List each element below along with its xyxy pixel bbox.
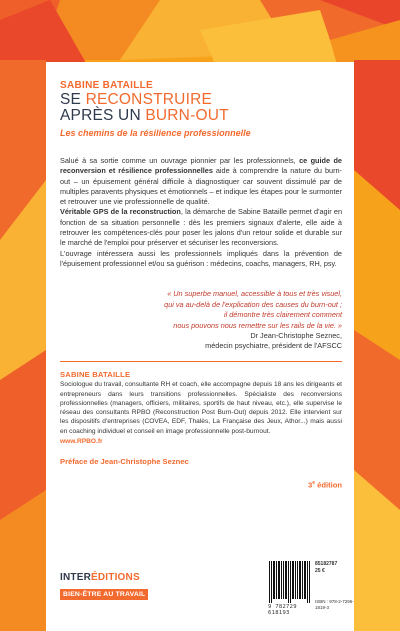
bio-text: Sociologue du travail, consultante RH et coach, elle accompagne depuis 18 ans les dirigeants et entrepreneurs dans leurs transitions professionnelles. Spécialiste des reconversions professionnelles (managers, officiers, militaires, sportifs de haut niveau, etc.), elle supervise le réseau des consultants RPBO (Reconstruction Post Burn-Out) depuis 2012. Elle intervient sur les dispositifs d'entreprises (COVEA, EDF, Thalès, La Française des Jeux, Athor...) mais aussi en coaching individuel et conseil en image professionnelle post-burnout.: [60, 381, 342, 435]
edition-word: édition: [315, 480, 342, 490]
blurb: [60, 156, 342, 269]
blurb-p1-bold: ce guide de reconversion et résilience professionnelles: [60, 156, 342, 176]
cover-author: SABINE BATAILLE: [60, 80, 154, 91]
left-decorative-band: [0, 60, 46, 631]
quote-author-name: Dr Jean-Christophe Seznec,: [250, 331, 342, 341]
title-accent-1: RECONSTRUIRE: [85, 91, 213, 108]
title-accent-2: BURN-OUT: [145, 107, 229, 124]
blurb-p2: , la démarche de Sabine Bataille permet d'agir en fonction de sa situation personnelle : dès les premiers signaux d'alerte, elle aide à retrouver les compétences-clés pour poser les jalons d'un retour solide et durable sur le marché de l'emploi pour préserver et sécuriser les reconversions.: [60, 207, 342, 248]
price: 25 €: [315, 568, 325, 574]
testimonial-quote: [60, 289, 342, 331]
author-website: www.RPBO.fr: [60, 438, 103, 446]
publisher-name: [60, 572, 150, 583]
collection-badge: BIEN-ÊTRE AU TRAVAIL: [60, 589, 148, 600]
publisher-name-b: ÉDITIONS: [91, 572, 140, 583]
quote-author-role: médecin psychiatre, président de l'AFSCC: [205, 341, 342, 351]
blurb-p1-a: Salué à sa sortie comme un ouvrage pionnier par les professionnels,: [60, 156, 300, 165]
blurb-p3: L'ouvrage intéressera aussi les professionnels impliqués dans la prévention de l'épuisement professionnel et/ou sa guérison : médecins, coachs, managers, RH, psy.: [60, 248, 342, 268]
price-block: [315, 561, 337, 575]
quote-attribution: [60, 331, 342, 351]
isbn: ISBN : 978-2-7296-1819-3: [315, 599, 354, 610]
divider: [60, 361, 342, 362]
book-subtitle: Les chemins de la résilience professionnelle: [60, 128, 251, 138]
right-decorative-band: [354, 60, 400, 631]
blurb-p1-b: aide à comprendre la nature du burn-out – un épuisement général difficile à diagnostiquer car souvent dissimulé par de multiples paravents physiques et émotionnels – et indique les étapes pour le surmonter et retrouver une vie professionnelle de qualité.: [60, 166, 342, 207]
decorative-header: [0, 0, 400, 75]
publisher-name-a: INTER: [60, 572, 91, 583]
barcode-block: [268, 561, 354, 623]
price-code: 85182787: [315, 561, 338, 567]
quote-line: « Un superbe manuel, accessible à tous et très visuel,: [167, 289, 342, 299]
quote-line: il démontre très clairement comment: [223, 310, 342, 320]
edition-label: [60, 480, 342, 490]
publisher-logo: [60, 572, 150, 601]
barcode-icon: [268, 561, 312, 603]
edition-number: 3: [307, 480, 313, 490]
title-prefix-2: APRÈS UN: [60, 107, 146, 124]
back-cover-content: [60, 78, 342, 490]
title-prefix-1: SE: [60, 91, 86, 108]
quote-line: qui va au-delà de l'explication des causes du burn-out ;: [164, 299, 342, 309]
book-title: [60, 92, 342, 124]
quote-line: nous pouvons nous remettre sur les rails de la vie. »: [173, 320, 342, 330]
preface-credit: Préface de Jean-Christophe Seznec: [60, 457, 189, 467]
edition-suffix: e: [312, 480, 315, 487]
barcode-number: 9 782729 618193: [268, 604, 297, 616]
blurb-p2-bold: Véritable GPS de la reconstruction: [60, 207, 181, 217]
bio-heading: SABINE BATAILLE: [60, 370, 131, 380]
